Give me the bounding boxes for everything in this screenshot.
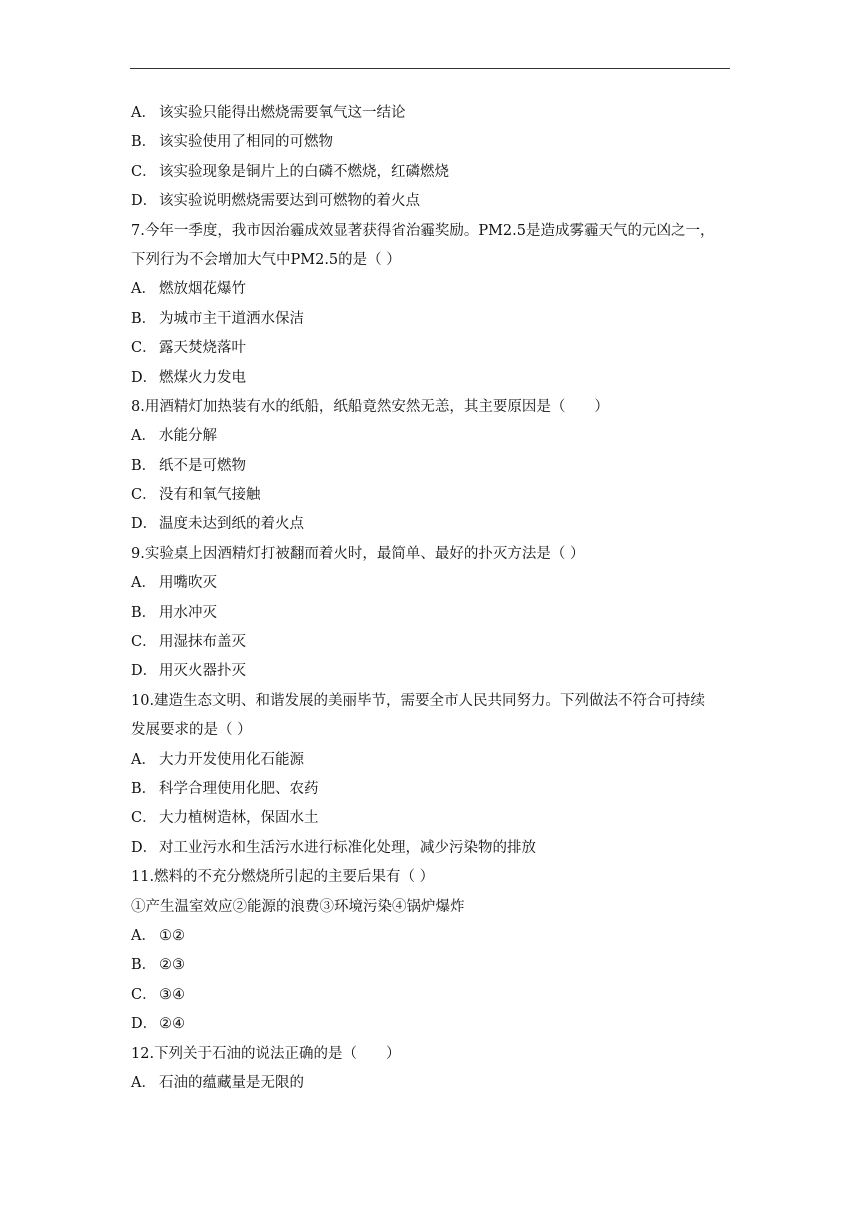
q11-option-d	[131, 1010, 731, 1039]
option-letter: D．	[131, 663, 158, 680]
option-text: 该实验只能得出燃烧需要氧气这一结论	[159, 105, 406, 121]
prev-option-b	[131, 128, 731, 157]
option-text: 用湿抹布盖灭	[159, 634, 246, 651]
q9-option-c	[131, 628, 731, 657]
option-text: 燃煤火力发电	[159, 369, 246, 386]
option-letter: A．	[131, 927, 156, 944]
option-letter: C．	[131, 810, 157, 827]
q9-option-a	[131, 569, 731, 598]
option-text: 用灭火器扑灭	[159, 663, 246, 680]
q8-stem: 8.用酒精灯加热装有水的纸船，纸船竟然安然无恙，其主要原因是（ ）	[131, 398, 609, 415]
q11-option-b	[131, 951, 731, 980]
q10-stem-line1: 10.建造生态文明、和谐发展的美丽毕节，需要全市人民共同努力。下列做法不符合可持续	[131, 692, 706, 709]
prev-option-a	[131, 99, 731, 128]
q11-option-c	[131, 981, 731, 1010]
option-text: 大力开发使用化石能源	[159, 751, 304, 768]
q7-stem-line2: 下列行为不会增加大气中PM2.5的是（ ）	[131, 251, 401, 268]
option-letter: A．	[131, 281, 156, 298]
option-text: 对工业污水和生活污水进行标准化处理，减少污染物的排放	[159, 839, 536, 856]
option-letter: C．	[131, 986, 157, 1003]
option-letter: D．	[131, 369, 158, 386]
option-letter: D．	[131, 839, 158, 856]
option-text: ②④	[159, 1016, 185, 1033]
q9-stem: 9.实验桌上因酒精灯打被翻而着火时，最简单、最好的扑灭方法是（ ）	[131, 545, 585, 562]
option-letter: D．	[131, 1016, 158, 1033]
q12-option-a	[131, 1069, 731, 1098]
q7-stem-line1: 7.今年一季度，我市因治霾成效显著获得省治霾奖励。PM2.5是造成雾霾天气的元凶之一，	[131, 222, 715, 239]
option-text: 用水冲灭	[159, 604, 217, 621]
option-letter: B．	[131, 957, 157, 974]
option-text: 没有和氧气接触	[159, 487, 261, 504]
q11-option-a	[131, 922, 731, 951]
option-text: 温度未达到纸的着火点	[159, 516, 304, 533]
q10-option-d	[131, 834, 731, 863]
option-text: ③④	[159, 986, 185, 1003]
option-letter: C．	[131, 163, 157, 180]
header-rule	[130, 68, 730, 69]
option-text: 用嘴吹灭	[159, 575, 217, 592]
q8-option-c	[131, 481, 731, 510]
q9-option-b	[131, 599, 731, 628]
option-text: ②③	[159, 957, 185, 974]
option-letter: D．	[131, 193, 158, 210]
option-text: 为城市主干道洒水保洁	[159, 310, 304, 327]
option-text: 该实验现象是铜片上的白磷不燃烧，红磷燃烧	[159, 163, 449, 180]
q7-option-d	[131, 364, 731, 393]
q11-stem: 11.燃料的不充分燃烧所引起的主要后果有（ ）	[131, 869, 435, 886]
option-letter: B．	[131, 780, 157, 797]
option-text: ①②	[159, 927, 185, 944]
option-text: 石油的蕴藏量是无限的	[159, 1074, 304, 1091]
q11-sub-statements: ①产生温室效应②能源的浪费③环境污染④锅炉爆炸	[131, 898, 465, 915]
q7-option-a	[131, 275, 731, 304]
option-letter: A．	[131, 428, 156, 445]
q10-option-c	[131, 804, 731, 833]
q10-option-b	[131, 775, 731, 804]
q12-stem: 12.下列关于石油的说法正确的是（ ）	[131, 1045, 401, 1062]
option-letter: B．	[131, 134, 157, 151]
option-text: 科学合理使用化肥、农药	[159, 780, 319, 797]
q7-option-b	[131, 305, 731, 334]
option-letter: D．	[131, 516, 158, 533]
option-letter: B．	[131, 310, 157, 327]
q10-option-a	[131, 746, 731, 775]
q9-option-d	[131, 657, 731, 686]
q8-option-d	[131, 510, 731, 539]
option-text: 燃放烟花爆竹	[159, 281, 246, 298]
option-text: 水能分解	[159, 428, 217, 445]
q8-option-b	[131, 452, 731, 481]
prev-option-d	[131, 187, 731, 216]
option-letter: B．	[131, 457, 157, 474]
document-body	[131, 99, 731, 1098]
option-letter: C．	[131, 634, 157, 651]
option-letter: A．	[131, 751, 156, 768]
q10-stem-line2: 发展要求的是（ ）	[131, 722, 252, 739]
option-text: 纸不是可燃物	[159, 457, 246, 474]
option-letter: A．	[131, 575, 156, 592]
prev-option-c	[131, 158, 731, 187]
option-letter: C．	[131, 487, 157, 504]
q7-option-c	[131, 334, 731, 363]
option-letter: A．	[131, 1074, 156, 1091]
option-text: 露天焚烧落叶	[159, 340, 246, 357]
option-letter: A．	[131, 105, 156, 121]
option-text: 该实验说明燃烧需要达到可燃物的着火点	[159, 193, 420, 210]
option-letter: B．	[131, 604, 157, 621]
option-text: 大力植树造林，保固水土	[159, 810, 319, 827]
option-text: 该实验使用了相同的可燃物	[159, 134, 333, 151]
q8-option-a	[131, 422, 731, 451]
option-letter: C．	[131, 340, 157, 357]
